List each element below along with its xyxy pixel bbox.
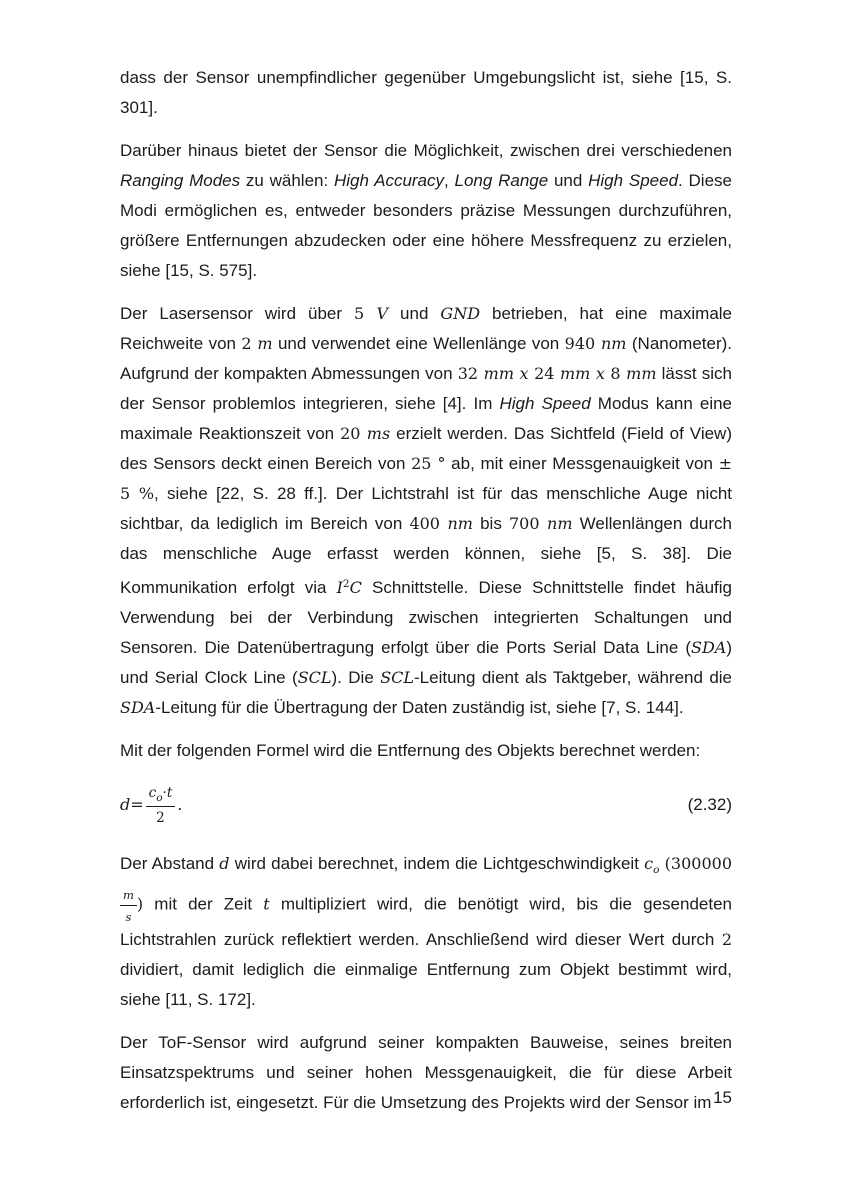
text-run: 2 (156, 809, 165, 826)
fraction-denominator (120, 906, 137, 926)
text-run: erzielt werden. Das Sichtfeld (Field of View) des Sensors deckt einen Bereich von (120, 424, 732, 473)
text-run: t (166, 785, 173, 802)
text-run: ab, mit einer Messgenauigkeit von (445, 454, 719, 473)
text-run: mm x (559, 364, 611, 383)
page-number: 15 (713, 1088, 732, 1107)
text-run: Long Range (454, 171, 549, 190)
text-run: 24 (534, 364, 560, 383)
text-run: mm x (483, 364, 535, 383)
text-run: und (388, 304, 441, 323)
text-run: m (257, 334, 273, 353)
text-run: GND (440, 304, 481, 323)
text-run: . (177, 795, 183, 815)
text-run: -Leitung für die Übertragung der Daten zuständig ist, siehe [7, S. 144]. (155, 698, 684, 717)
text-run: SDA (690, 638, 727, 657)
text-run: 400 (409, 514, 448, 533)
fraction-denominator (146, 807, 176, 827)
text-run: 32 (457, 364, 484, 383)
equation-expression (120, 783, 182, 826)
text-run: (300000 (664, 854, 732, 873)
fraction-numerator (120, 885, 137, 906)
text-run: und (548, 171, 589, 190)
text-run: SCL (297, 668, 332, 687)
equation-number: (2.32) (687, 795, 732, 814)
text-run: Mit der folgenden Formel wird die Entfernung des Objekts berechnet werden: (120, 741, 701, 760)
text-run: bis (472, 514, 509, 533)
fraction (120, 885, 137, 925)
paragraph (120, 736, 732, 766)
text-run: Der ToF-Sensor wird aufgrund seiner kompakten Bauweise, seines breiten Einsatzspektrums und seiner hohen Messgenauigkeit, die für diese Arbeit erforderlich ist, eingesetzt. Für die Umsetzung des Projekts wird der Sensor im (120, 1033, 732, 1113)
text-run: 25 ° (411, 454, 446, 473)
text-run: wird dabei berechnet, indem die Lichtgeschwindigkeit (229, 854, 645, 873)
text-run: t (263, 894, 270, 914)
text-run: Schnittstelle. Diese Schnittstelle findet häufig Verwendung bei der Verbindung zwischen integrierten Schaltungen und Sensoren. Die Datenübertragung erfolgt über die Ports Serial Data Line ( (120, 578, 732, 657)
text-run: ) und Serial Clock Line ( (120, 638, 732, 687)
text-run: SDA (120, 698, 156, 717)
text-run: ± 5 % (120, 454, 733, 503)
text-run: · (162, 785, 167, 802)
fraction-numerator (146, 783, 176, 807)
text-run: d (219, 854, 230, 873)
text-run: o (653, 864, 660, 876)
text-run: 8 (610, 364, 627, 383)
text-run: nm (547, 514, 573, 533)
text-run: nm (447, 514, 473, 533)
text-run: , siehe [22, S. 28 ff.]. Der Lichtstrahl ist für das menschliche Auge nicht sichtbar, da lediglich im Bereich von (120, 484, 732, 533)
text-run: lässt sich der Sensor problemlos integrieren, siehe [4]. Im (120, 364, 733, 413)
text-run: multipliziert wird, die benötigt wird, bis die gesendeten Lichtstrahlen zurück reflektiert werden. Anschließend wird dieser Wert durch (120, 894, 732, 950)
text-run: Der Abstand (120, 854, 220, 873)
text-run: 20 (340, 424, 367, 443)
text-run: I (336, 578, 343, 597)
text-run: Wellenlängen durch das menschliche Auge erfasst werden können, siehe [5, S. 38]. Die Kommunikation erfolgt via (120, 514, 732, 597)
text-run: dividiert, damit lediglich die einmalige Entfernung zum Objekt bestimmt wird, siehe [11, S. 172]. (120, 960, 732, 1010)
text-run: ms (366, 424, 391, 443)
text-run: 2 (241, 334, 258, 353)
text-run: Modus kann eine maximale Reaktionszeit von (120, 394, 733, 443)
text-run: mm (626, 364, 657, 383)
text-run: Der Lasersensor wird über (120, 304, 355, 323)
text-run: SCL (380, 668, 415, 687)
text-run: High Speed (499, 394, 591, 413)
text-run: und verwendet eine Wellenlänge von (272, 334, 565, 353)
text-run: zu wählen: (240, 171, 334, 190)
document-body (120, 63, 732, 1131)
text-run: Darüber hinaus bietet der Sensor die Möglichkeit, zwischen drei verschiedenen (120, 141, 732, 160)
equation (120, 779, 732, 831)
text-run: s (125, 909, 132, 924)
text-run: High Accuracy (334, 171, 445, 190)
text-run: d (120, 795, 131, 815)
text-run: m (123, 888, 134, 902)
text-run: nm (600, 334, 627, 353)
text-run: 5 (354, 304, 377, 323)
text-run: . Diese Modi ermöglichen es, entweder besonders präzise Messungen durchzuführen, größere Entfernungen abzudecken oder eine höhere Messfrequenz zu erzielen, siehe [15, S. 575]. (120, 171, 732, 280)
text-run: 940 (564, 334, 601, 353)
text-run: ) (136, 894, 144, 914)
text-run: High Speed (588, 171, 679, 190)
text-run: dass der Sensor unempfindlicher gegenüber Umgebungslicht ist, siehe [15, S. 301]. (120, 68, 732, 117)
paragraph (120, 849, 732, 1015)
text-run: 2 (342, 578, 350, 590)
paragraph (120, 299, 732, 723)
text-run: c (148, 785, 157, 802)
text-run: = (130, 795, 144, 815)
paragraph (120, 136, 732, 286)
text-run: -Leitung dient als Taktgeber, während die (414, 668, 733, 687)
text-run: V (376, 304, 389, 323)
text-run: c (644, 854, 654, 873)
fraction (146, 783, 176, 826)
text-run: mit der Zeit (143, 894, 264, 914)
paragraph (120, 63, 732, 123)
text-run: , (444, 171, 455, 190)
text-run: C (349, 578, 362, 597)
text-run: o (156, 792, 163, 805)
text-run: (Nanometer). Aufgrund der kompakten Abmessungen von (120, 334, 733, 383)
text-run: Ranging Modes (120, 171, 241, 190)
text-run: 2 (721, 930, 732, 950)
text-run: ). Die (331, 668, 381, 687)
text-run: betrieben, hat eine maximale Reichweite von (120, 304, 733, 353)
text-run: 700 (508, 514, 548, 533)
